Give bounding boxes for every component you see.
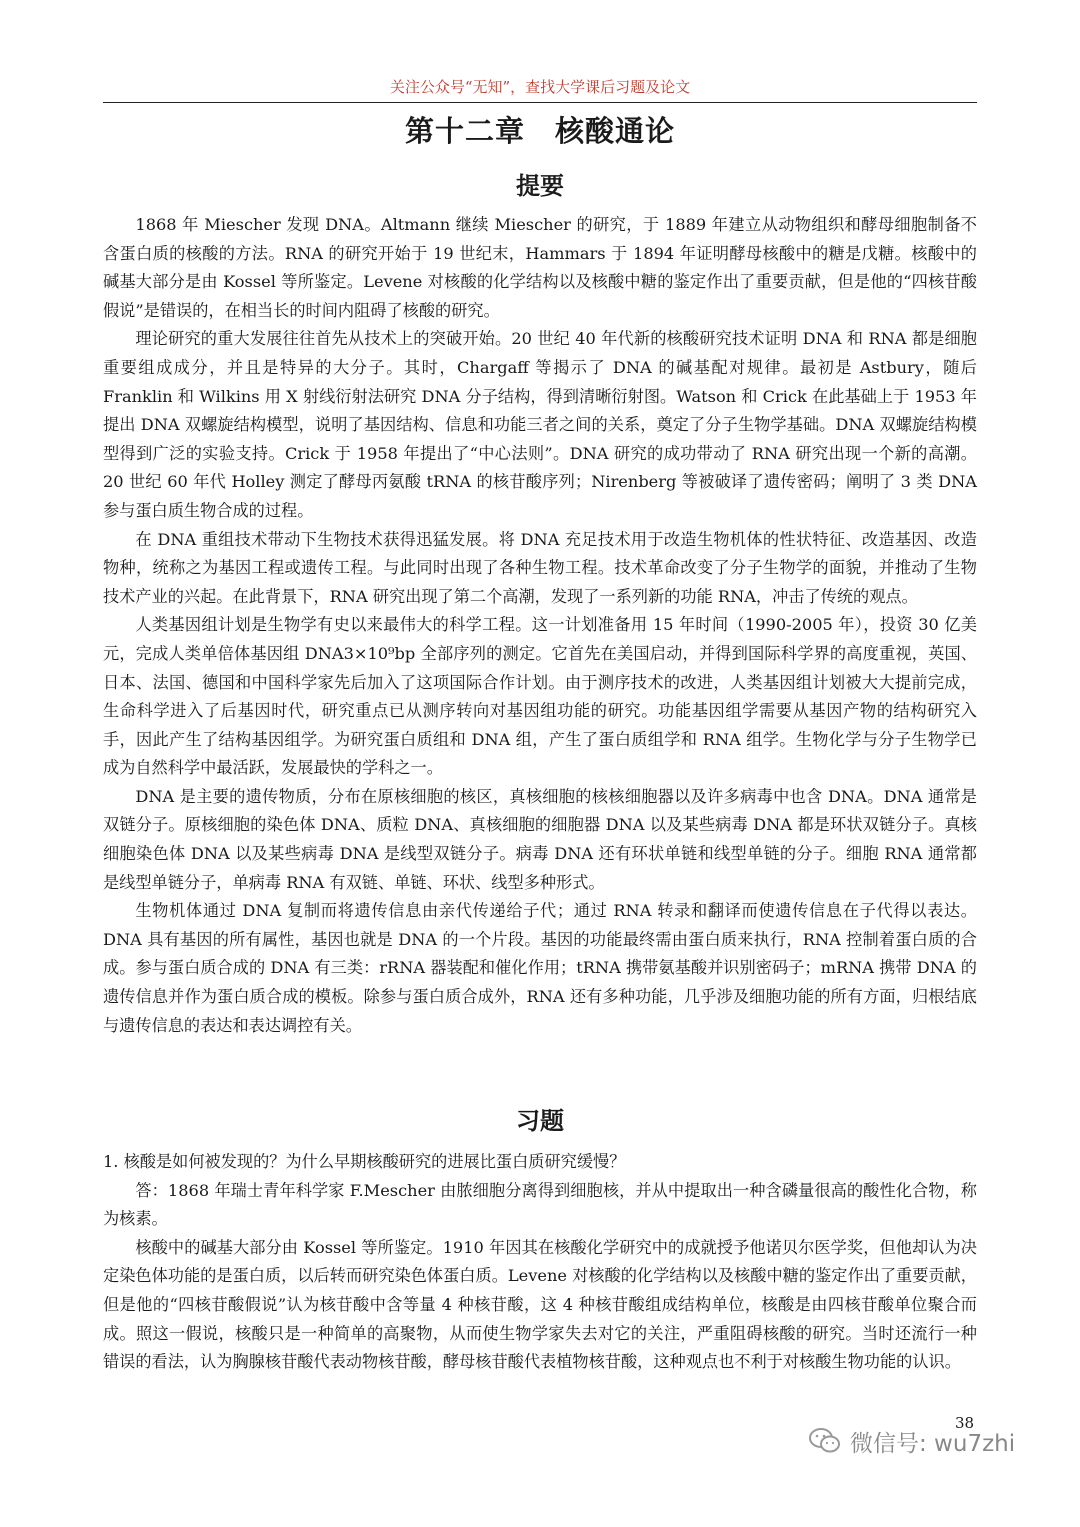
answer-1: 答：1868 年瑞士青年科学家 F.Mescher 由脓细胞分离得到细胞核，并从中提取出一种含磷量很高的酸性化合物，称为核素。 xyxy=(103,1180,977,1229)
summary-body xyxy=(103,211,977,1040)
question-1: 1. 核酸是如何被发现的？为什么早期核酸研究的进展比蛋白质研究缓慢？ xyxy=(103,1152,626,1171)
wechat-icon xyxy=(808,1426,842,1456)
exercises-heading: 习题 xyxy=(516,1107,564,1135)
summary-paragraph: 1868 年 Miescher 发现 DNA。Altmann 继续 Miescher 的研究，于 1889 年建立从动物组织和酵母细胞制备不含蛋白质的核酸的方法。RNA 的研究开始于 19 世纪末，Hammars 于 1894 年证明酵母核酸中的糖是戊糖。核酸中的碱基大部分是由 Kossel 等所鉴定。Levene 对核酸的化学结构以及核酸中糖的鉴定作出了重要贡献，但是他的“四核苷酸假说”是错误的，在相当长的时间内阻碍了核酸的研究。 xyxy=(103,215,977,320)
summary-paragraph: 理论研究的重大发展往往首先从技术上的突破开始。20 世纪 40 年代新的核酸研究技术证明 DNA 和 RNA 都是细胞重要组成成分，并且是特异的大分子。其时，Chargaff 等揭示了 DNA 的碱基配对规律。最初是 Astbury，随后 Franklin 和 Wilkins 用 X 射线衍射法研究 DNA 分子结构，得到清晰衍射图。Watson 和 Crick 在此基础上于 1953 年提出 DNA 双螺旋结构模型，说明了基因结构、信息和功能三者之间的关系，奠定了分子生物学基础。DNA 双螺旋结构模型得到广泛的实验支持。Crick 于 1958 年提出了“中心法则”。DNA 研究的成功带动了 RNA 研究出现一个新的高潮。20 世纪 60 年代 Holley 测定了酵母丙氨酸 tRNA 的核苷酸序列；Nirenberg 等被破译了遗传密码；阐明了 3 类 DNA 参与蛋白质生物合成的过程。 xyxy=(103,329,977,520)
summary-paragraph: 人类基因组计划是生物学有史以来最伟大的科学工程。这一计划准备用 15 年时间（1990-2005 年），投资 30 亿美元，完成人类单倍体基因组 DNA3×10⁹bp 全部序列的测定。它首先在美国启动，并得到国际科学界的高度重视，英国、日本、法国、德国和中国科学家先后加入了这项国际合作计划。由于测序技术的改进，人类基因组计划被大大提前完成，生命科学进入了后基因时代，研究重点已从测序转向对基因组功能的研究。功能基因组学需要从基因产物的结构研究入手，因此产生了结构基因组学。为研究蛋白质组和 DNA 组，产生了蛋白质组学和 RNA 组学。生物化学与分子生物学已成为自然科学中最活跃，发展最快的学科之一。 xyxy=(103,615,977,778)
header-banner: 关注公众号“无知”，查找大学课后习题及论文 xyxy=(103,74,977,103)
page-number: 38 xyxy=(955,1414,975,1432)
wechat-label: 微信号: wu7zhi xyxy=(850,1430,1016,1457)
summary-heading: 提要 xyxy=(516,172,564,200)
wechat-watermark xyxy=(808,1421,1015,1461)
summary-paragraph: 生物机体通过 DNA 复制而将遗传信息由亲代传递给子代；通过 RNA 转录和翻译而使遗传信息在子代得以表达。DNA 具有基因的所有属性，基因也就是 DNA 的一个片段。基因的功能最终需由蛋白质来执行，RNA 控制着蛋白质的合成。参与蛋白质合成的 DNA 有三类：rRNA 器装配和催化作用；tRNA 携带氨基酸并识别密码子；mRNA 携带 DNA 的遗传信息并作为蛋白质合成的模板。除参与蛋白质合成外，RNA 还有多种功能，几乎涉及细胞功能的所有方面，归根结底与遗传信息的表达和表达调控有关。 xyxy=(103,901,977,1035)
chapter-title: 第十二章 核酸通论 xyxy=(404,114,675,148)
summary-paragraph: 在 DNA 重组技术带动下生物技术获得迅猛发展。将 DNA 充足技术用于改造生物机体的性状特征、改造基因、改造物种，统称之为基因工程或遗传工程。与此同时出现了各种生物工程。技术革命改变了分子生物学的面貌，并推动了生物技术产业的兴起。在此背景下，RNA 研究出现了第二个高潮，发现了一系列新的功能 RNA，冲击了传统的观点。 xyxy=(103,529,977,606)
summary-paragraph: DNA 是主要的遗传物质，分布在原核细胞的核区，真核细胞的核核细胞器以及许多病毒中也含 DNA。DNA 通常是双链分子。原核细胞的染色体 DNA、质粒 DNA、真核细胞的细胞器 DNA 以及某些病毒 DNA 都是环状双链分子。真核细胞染色体 DNA 以及某些病毒 DNA 是线型双链分子。病毒 DNA 还有环状单链和线型单链的分子。细胞 RNA 通常都是线型单链分子，单病毒 RNA 有双链、单链、环状、线型多种形式。 xyxy=(103,786,977,892)
exercises-body xyxy=(103,1148,977,1377)
answer-1-continued: 核酸中的碱基大部分由 Kossel 等所鉴定。1910 年因其在核酸化学研究中的成就授予他诺贝尔医学奖，但他却认为决定染色体功能的是蛋白质，以后转而研究染色体蛋白质。Levene 对核酸的化学结构以及核酸中糖的鉴定作出了重要贡献，但是他的“四核苷酸假说”认为核苷酸中含等量 4 种核苷酸，这 4 种核苷酸组成结构单位，核酸是由四核苷酸单位聚合而成。照这一假说，核酸只是一种简单的高聚物，从而使生物学家失去对它的关注，严重阻碍核酸的研究。当时还流行一种错误的看法，认为胸腺核苷酸代表动物核苷酸，酵母核苷酸代表植物核苷酸，这种观点也不利于对核酸生物功能的认识。 xyxy=(103,1237,977,1372)
